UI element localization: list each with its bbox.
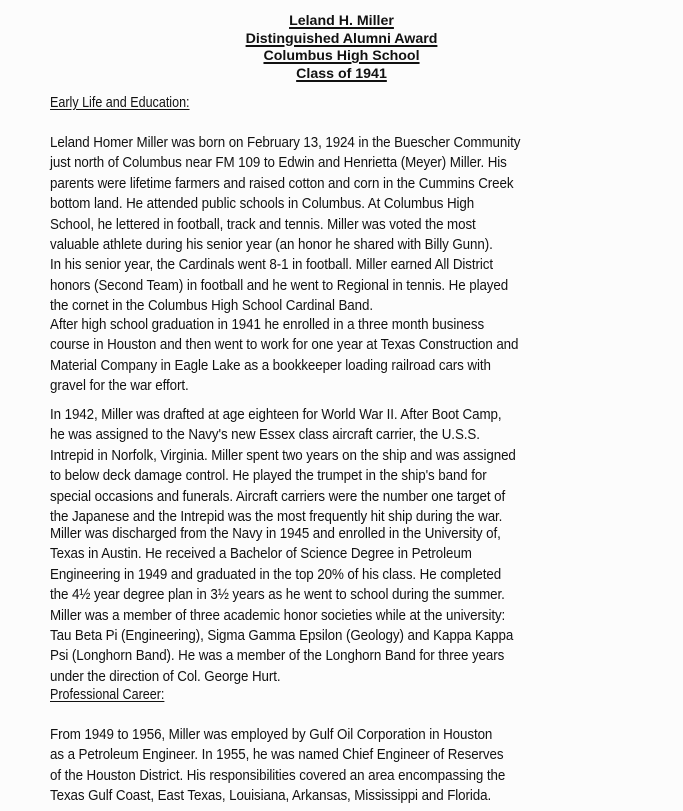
title-award: Distinguished Alumni Award [245,30,438,47]
document-title [0,13,683,83]
text-line: Texas Gulf Coast, East Texas, Louisiana, Arkansas, Mississippi and Florida. [50,787,492,805]
text-line: Miller was a member of three academic honor societies while at the university: [50,606,506,624]
text-line: the Japanese and the Intrepid was the most frequently hit ship during the war. [50,507,503,525]
text-line: Material Company in Eagle Lake as a bookkeeper loading railroad cars with [50,356,491,374]
text-line: In his senior year, the Cardinals went 8-1 in football. Miller earned All District [50,256,493,274]
paragraph-gulf-oil [50,725,567,807]
text-line: From 1949 to 1956, Miller was employed by Gulf Oil Corporation in Houston [50,726,493,743]
text-line: In 1942, Miller was drafted at age eighteen for World War II. After Boot Camp, [50,406,502,423]
text-line: Psi (Longhorn Band). He was a member of the Longhorn Band for three years [50,647,505,665]
paragraph-after-graduation [50,315,582,397]
paragraph-university [50,524,576,687]
title-school: Columbus High School [263,48,420,65]
section-heading-early-life: Early Life and Education: [50,95,190,111]
text-line: School, he lettered in football, track and tennis. Miller was voted the most [50,215,476,233]
paragraph-birth-and-school [50,133,584,317]
text-line: he was assigned to the Navy's new Essex class aircraft carrier, the U.S.S. [50,426,480,444]
paragraph-navy-service [50,405,579,527]
text-line: as a Petroleum Engineer. In 1955, he was named Chief Engineer of Reserves [50,746,504,764]
text-line: to below deck damage control. He played the trumpet in the ship's band for [50,467,487,485]
text-line: just north of Columbus near FM 109 to Edwin and Henrietta (Meyer) Miller. His [50,154,507,172]
text-line: bottom land. He attended public schools in Columbus. At Columbus High [50,195,475,213]
title-class: Class of 1941 [296,65,387,82]
text-line: gravel for the war effort. [50,377,189,395]
text-line: the cornet in the Columbus High School Cardinal Band. [50,297,373,315]
text-line: Engineering in 1949 and graduated in the top 20% of his class. He completed [50,565,502,583]
text-line: Tau Beta Pi (Engineering), Sigma Gamma Epsilon (Geology) and Kappa Kappa [50,626,514,644]
text-line: Texas in Austin. He received a Bachelor of Science Degree in Petroleum [50,545,472,563]
text-line: special occasions and funerals. Aircraft carriers were the number one target of [50,487,506,505]
text-line: After high school graduation in 1941 he enrolled in a three month business [50,316,485,333]
text-line: honors (Second Team) in football and he went to Regional in tennis. He played [50,276,509,294]
text-line: course in Houston and then went to work for one year at Texas Construction and [50,336,519,354]
text-line: Leland Homer Miller was born on February 13, 1924 in the Buescher Community [50,134,521,151]
text-line: valuable athlete during his senior year (an honor he shared with Billy Gunn). [50,235,493,253]
section-heading-professional-career: Professional Career: [50,687,165,703]
text-line: the 4½ year degree plan in 3½ years as he went to school during the summer. [50,586,505,604]
title-name: Leland H. Miller [289,13,394,29]
text-line: of the Houston District. His responsibilities covered an area encompassing the [50,766,506,784]
text-line: under the direction of Col. George Hurt. [50,667,281,685]
text-line: Intrepid in Norfolk, Virginia. Miller spent two years on the ship and was assigned [50,446,516,464]
text-line: parents were lifetime farmers and raised cotton and corn in the Cummins Creek [50,174,514,192]
text-line: Miller was discharged from the Navy in 1945 and enrolled in the University of, [50,525,501,542]
